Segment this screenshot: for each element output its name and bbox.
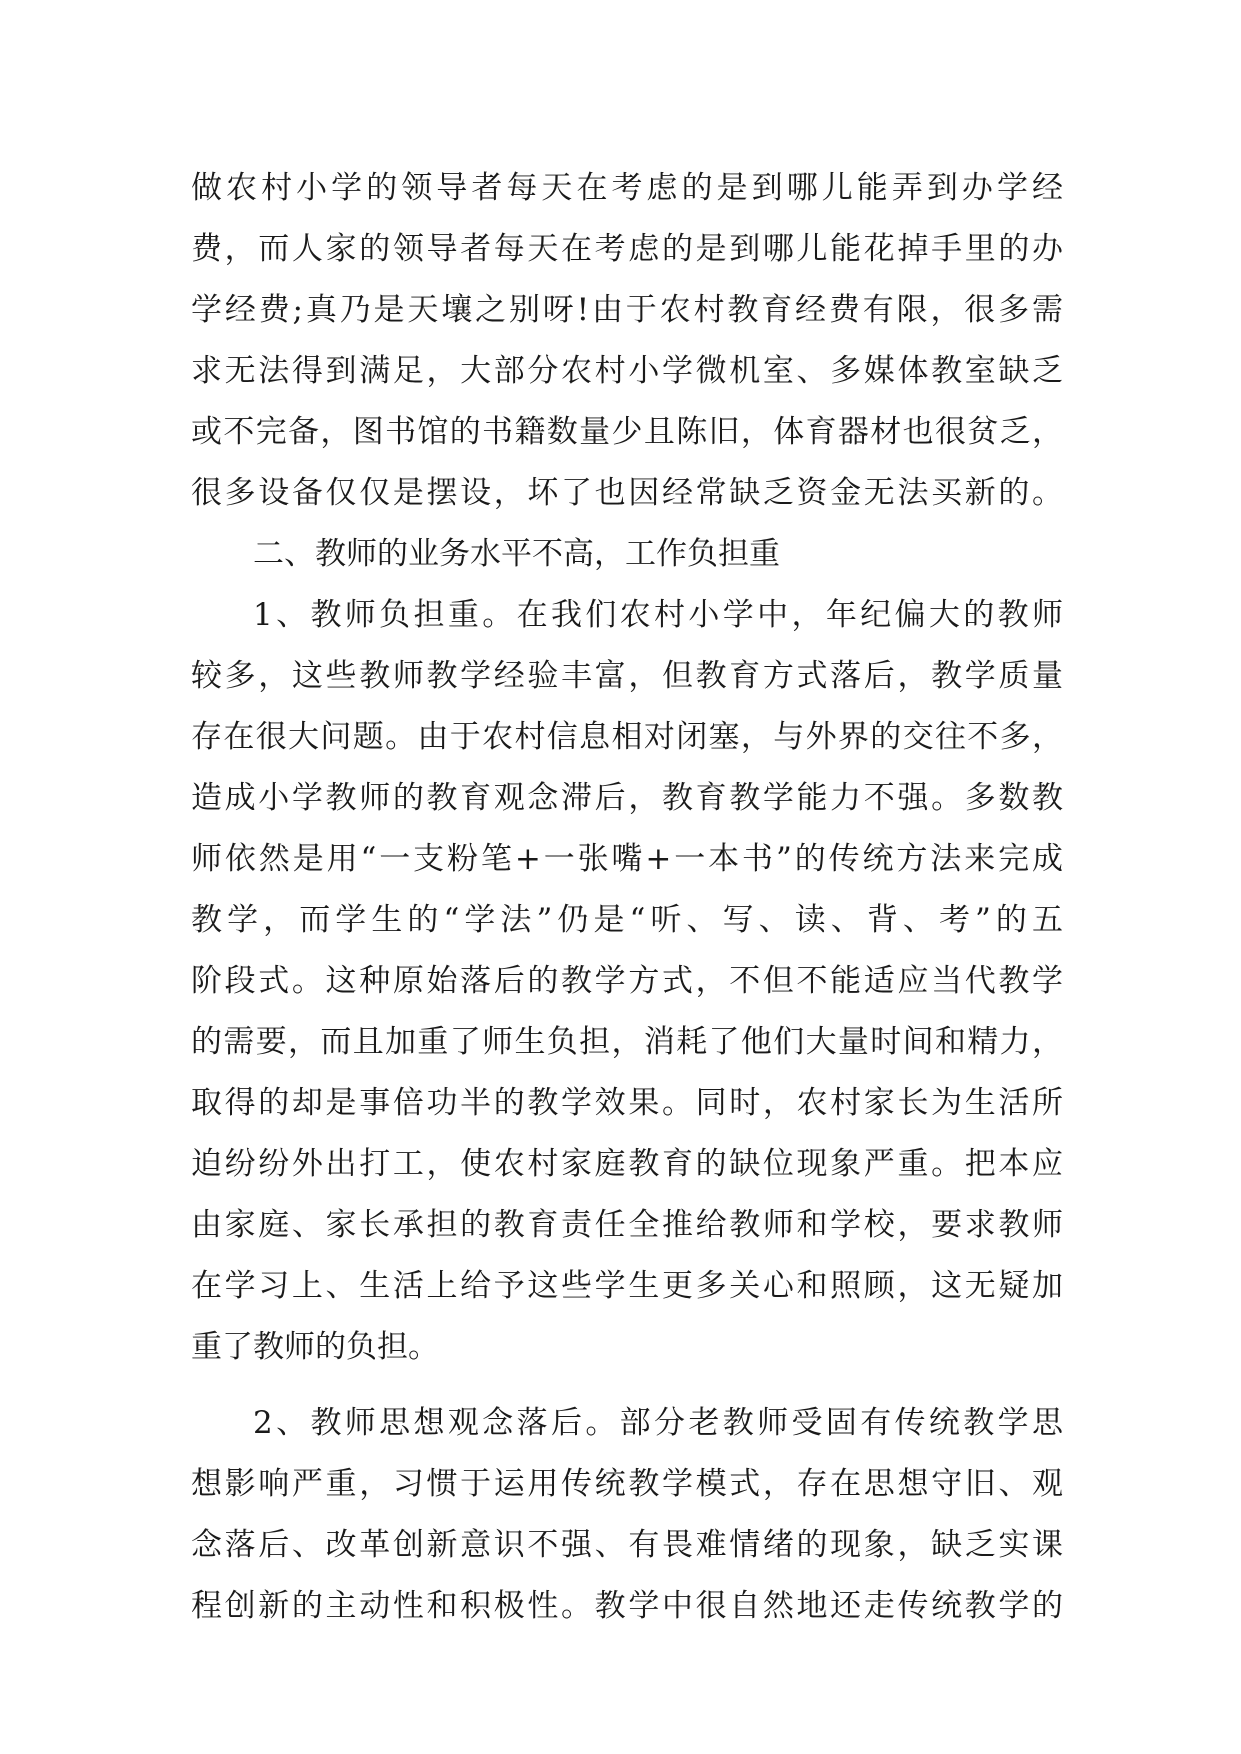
- text-line: 念落后、改革创新意识不强、有畏难情绪的现象，缺乏实课: [191, 1527, 1063, 1563]
- text-line: 迫纷纷外出打工，使农村家庭教育的缺位现象严重。把本应: [191, 1146, 1063, 1182]
- section-heading-text: 二、教师的业务水平不高，工作负担重: [253, 536, 780, 572]
- text-line: 想影响严重，习惯于运用传统教学模式，存在思想守旧、观: [191, 1466, 1063, 1502]
- paragraph-item-1: [191, 585, 1063, 1378]
- text-line: 取得的却是事倍功半的教学效果。同时，农村家长为生活所: [191, 1085, 1063, 1121]
- text-line: 较多，这些教师教学经验丰富，但教育方式落后，教学质量: [191, 658, 1063, 694]
- text-line: 很多设备仅仅是摆设，坏了也因经常缺乏资金无法买新的。: [191, 475, 1063, 511]
- paragraph-spacer: [191, 1378, 1063, 1393]
- text-line: 费，而人家的领导者每天在考虑的是到哪儿能花掉手里的办: [191, 231, 1063, 267]
- text-line: 存在很大问题。由于农村信息相对闭塞，与外界的交往不多，: [191, 719, 1063, 755]
- text-line: 2、教师思想观念落后。部分老教师受固有传统教学思: [253, 1405, 1063, 1441]
- paragraph-item-2: [191, 1393, 1063, 1637]
- text-line: 在学习上、生活上给予这些学生更多关心和照顾，这无疑加: [191, 1268, 1063, 1304]
- text-line: 造成小学教师的教育观念滞后，教育教学能力不强。多数教: [191, 780, 1063, 816]
- text-line: 学经费;真乃是天壤之别呀!由于农村教育经费有限，很多需: [191, 292, 1063, 328]
- text-line: 或不完备，图书馆的书籍数量少且陈旧，体育器材也很贫乏，: [191, 414, 1063, 450]
- text-line: 师依然是用“一支粉笔+一张嘴+一本书”的传统方法来完成: [191, 841, 1063, 877]
- text-line: 做农村小学的领导者每天在考虑的是到哪儿能弄到办学经: [191, 170, 1063, 206]
- text-line: 重了教师的负担。: [191, 1329, 439, 1365]
- section-heading: [191, 524, 1063, 585]
- text-line: 求无法得到满足，大部分农村小学微机室、多媒体教室缺乏: [191, 353, 1063, 389]
- text-line: 的需要，而且加重了师生负担，消耗了他们大量时间和精力，: [191, 1024, 1063, 1060]
- paragraph-continuation: [191, 158, 1063, 524]
- text-line: 教学，而学生的“学法”仍是“听、写、读、背、考”的五: [191, 902, 1063, 938]
- body-text: [191, 158, 1063, 1637]
- text-line: 阶段式。这种原始落后的教学方式，不但不能适应当代教学: [191, 963, 1063, 999]
- text-line: 由家庭、家长承担的教育责任全推给教师和学校，要求教师: [191, 1207, 1063, 1243]
- text-line: 1、教师负担重。在我们农村小学中，年纪偏大的教师: [253, 597, 1063, 633]
- text-line: 程创新的主动性和积极性。教学中很自然地还走传统教学的: [191, 1588, 1063, 1624]
